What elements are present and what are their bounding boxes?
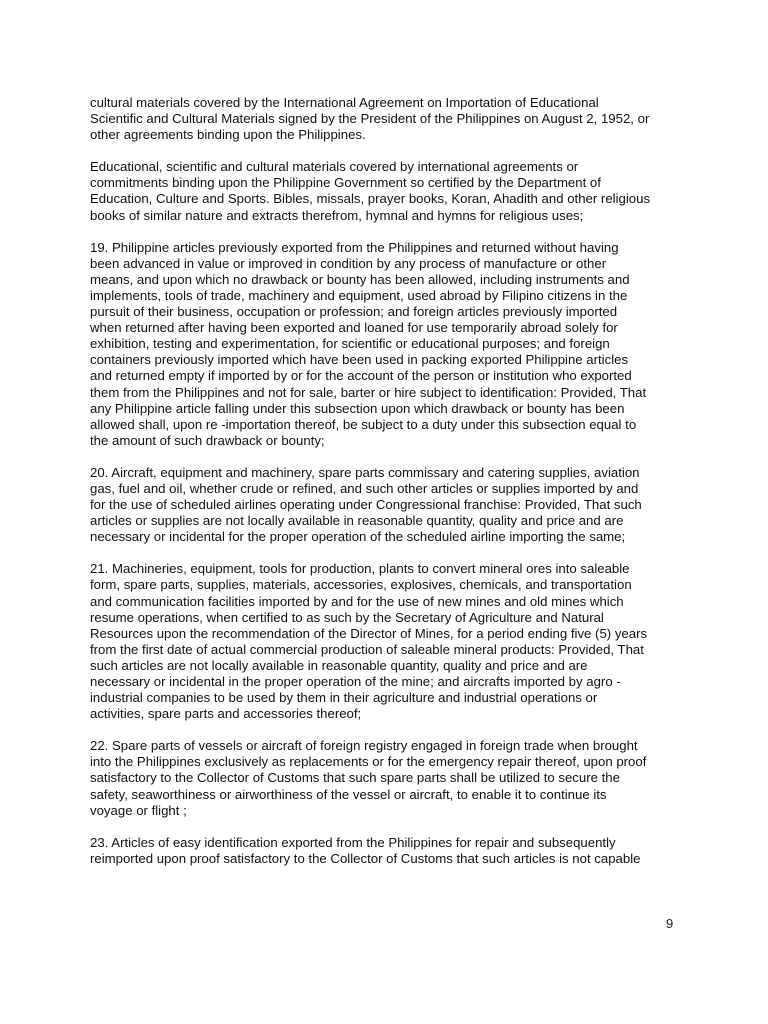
paragraph-item-23: 23. Articles of easy identification exported from the Philippines for repair and subsequently reimported upon proof satisfactory to the Collector of Customs that such articles is not capable	[90, 834, 641, 866]
document-body	[90, 95, 690, 883]
page-number: 9	[666, 916, 674, 931]
paragraph-cultural-materials-continued: cultural materials covered by the International Agreement on Importation of Educational Scientific and Cultural Materials signed by the President of the Philippines on August 2, 1952, or other agreements binding upon the Philippines.	[90, 95, 650, 143]
paragraph-item-21: 21. Machineries, equipment, tools for production, plants to convert mineral ores into saleable form, spare parts, supplies, materials, accessories, explosives, chemicals, and transportation and communication facilities imported by and for the use of new mines and old mines which resume operations, when certified to as such by the Secretary of Agriculture and Natural Resources upon the recommendation of the Director of Mines, for a period ending five (5) years from the first date of actual commercial production of saleable mineral products: Provided, That such articles are not locally available in reasonable quantity, quality and price and are necessary or incidental in the proper operation of the mine; and aircrafts imported by agro - industrial companies to be used by them in their agriculture and industrial operations or activities, spare parts and accessories thereof;	[90, 561, 648, 722]
paragraph-educational-materials: Educational, scientific and cultural materials covered by international agreements or commitments binding upon the Philippine Government so certified by the Department of Education, Culture and Sports. Bibles, missals, prayer books, Koran, Ahadith and other religious books of similar nature and extracts therefrom, hymnal and hymns for religious uses;	[90, 159, 651, 223]
paragraph-item-22: 22. Spare parts of vessels or aircraft of foreign registry engaged in foreign trade when brought into the Philippines exclusively as replacements or for the emergency repair thereof, upon proof satisfactory to the Collector of Customs that such spare parts shall be utilized to secure the safety, seaworthiness or airworthiness of the vessel or aircraft, to enable it to continue its voyage or flight ;	[90, 738, 647, 818]
paragraph-item-19: 19. Philippine articles previously exported from the Philippines and returned without having been advanced in value or improved in condition by any process of manufacture or other means, and upon which no drawback or bounty has been allowed, including instruments and implements, tools of trade, machinery and equipment, used abroad by Filipino citizens in the pursuit of their business, occupation or profession; and foreign articles previously imported when returned after having been exported and loaned for use temporarily abroad solely for exhibition, testing and experimentation, for scientific or educational purposes; and foreign containers previously imported which have been used in packing exported Philippine articles and returned empty if imported by or for the account of the person or institution who exported them from the Philippines and not for sale, barter or hire subject to identification: Provided, That any Philippine article falling under this subsection upon which drawback or bounty has been allowed shall, upon re -importation thereof, be subject to a duty under this subsection equal to the amount of such drawback or bounty;	[90, 239, 647, 448]
paragraph-item-20: 20. Aircraft, equipment and machinery, spare parts commissary and catering supplies, aviation gas, fuel and oil, whether crude or refined, and such other articles or supplies imported by and for the use of scheduled airlines operating under Congressional franchise: Provided, That such articles or supplies are not locally available in reasonable quantity, quality and price and are necessary or incidental for the proper operation of the scheduled airline importing the same;	[90, 464, 642, 545]
